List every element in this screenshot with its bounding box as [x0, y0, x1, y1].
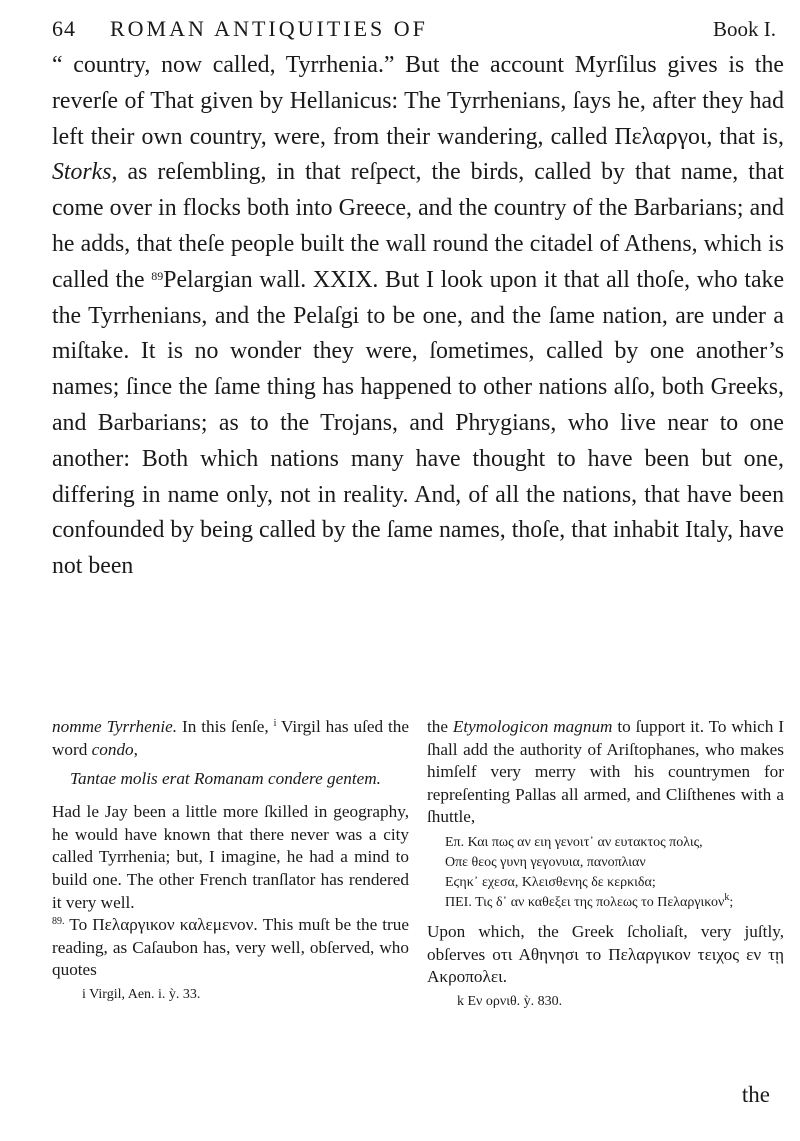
notes-left-column — [52, 716, 409, 1013]
storks-term: Storks — [52, 159, 112, 186]
note-marker: 89 — [151, 268, 164, 283]
note-paragraph: Upon which, the Greek ſcholiaſt, very juſtly, obſerves οτι Αθηνησι το Πελαργικον τειχος εν τῃ Ακροπολει. — [427, 921, 784, 987]
note-paragraph: the Etymologicon magnum to ſupport it. To which I ſhall add the authority of Ariſtophanes, who makes himſelf very merry with his countrymen for repreſenting Pallas all armed, and Cliſthenes with a ſhuttle, — [427, 717, 784, 827]
running-title: ROMAN ANTIQUITIES OF — [110, 16, 428, 41]
book-number: Book I. — [713, 17, 776, 41]
main-text — [52, 48, 784, 585]
greek-phrase: οτι Αθηνησι το Πελαργικον τειχος εν τῃ Ακροπολει. — [427, 944, 784, 987]
aristophanes-verse: Επ. Και πως αν ειη γενοιτ᾽ αν ευτακτος πολις, Οπε θεος γυνη γεγονυια, πανοπλιαν Εϛηκ᾽ εχεσα, Κλεισθενης δε κερκιδα; ΠΕΙ. Τις δ᾽ αν καθεξει της πολεως το Πελαργικον$^k$; — [445, 834, 734, 910]
greek-phrase: Το Πελαργικον καλεμενον. — [64, 915, 258, 935]
notes-right-column — [427, 716, 784, 1013]
footnote-reference: i Virgil, Aen. i. ỳ. 33. — [82, 986, 201, 1002]
note-paragraph: nomme Tyrrhenie. In this ſenſe, $^i$ Virgil has uſed the word condo, — [52, 717, 409, 759]
footnotes — [52, 716, 784, 1013]
footnote-reference: k Εν ορνιθ. ỳ. 830. — [457, 993, 563, 1009]
catchword: the — [741, 1082, 770, 1107]
greek-term: Πελαργοι — [614, 123, 707, 150]
virgil-quote: Tantae molis erat Romanam condere gentem. — [70, 769, 381, 789]
page-number: 64 — [52, 16, 76, 41]
main-paragraph: “ country, now called, Tyrrhenia.” But the account Myrſilus gives is the reverſe of That given by Hellanicus: The Tyrrhenians, ſays he, after they had left their own country, were, from their wandering, called Πελαργοι, that is, Storks, as reſembling, in that reſpect, the birds, called by that name, that come over in flocks both into Greece, and the country of the Barbarians; and he adds, that theſe people built the wall round the citadel of Athens, which is called the $^{89}$Pelargian wall. XXIX. But I look upon it that all thoſe, who take the Tyrrhenians, and the Pelaſgi to be one, and the ſame nation, are under a miſtake. It is no wonder they were, ſometimes, called by one another’s names; ſince the ſame thing has happened to other nations alſo, both Greeks, and Barbarians; as to the Trojans, and Phrygians, who live near to one another: Both which nations many have thought to have been but one, differing in name only, not in reality. And, of all the nations, that have been confounded by being called by the ſame names, thoſe, that inhabit Italy, have not been — [52, 52, 785, 580]
note-paragraph: $^{89.}$ Το Πελαργικον καλεμενον. This muſt be the true reading, as Caſaubon has, very well, obſerved, who quotes — [52, 915, 409, 980]
note-paragraph: Had le Jay been a little more ſkilled in geography, he would have known that there never was a city called Tyrrhenia; but, I imagine, he had a mind to build one. The other French tranſlator has rendered it very well. — [52, 802, 409, 912]
